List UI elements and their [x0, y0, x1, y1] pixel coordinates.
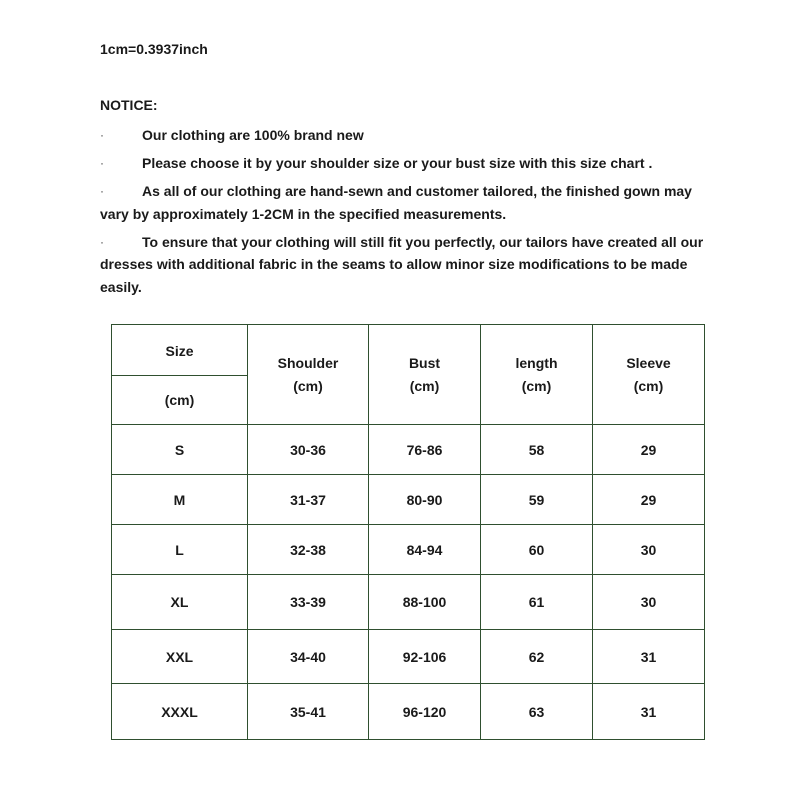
shoulder-cell: 34-40: [248, 630, 369, 684]
bust-cell: 88-100: [369, 575, 481, 630]
length-cell: 61: [481, 575, 593, 630]
bust-cell: 84-94: [369, 525, 481, 575]
column-header-label: Bust: [408, 354, 441, 371]
column-header-unit: (cm): [293, 377, 323, 394]
sleeve-cell: 31: [593, 684, 705, 740]
notice-item: [100, 231, 712, 299]
shoulder-cell: 35-41: [248, 684, 369, 740]
length-cell: 62: [481, 630, 593, 684]
sleeve-cell: 29: [593, 475, 705, 525]
table-row: [112, 525, 705, 575]
size-cell: XL: [112, 575, 248, 630]
table-header-row: [112, 325, 705, 376]
table-row: [112, 684, 705, 740]
sleeve-cell: 31: [593, 630, 705, 684]
sleeve-cell: 30: [593, 575, 705, 630]
column-header-label: Shoulder: [277, 354, 339, 371]
notice-item-text: Please choose it by your shoulder size or your bust size with this size chart .: [142, 155, 653, 171]
bullet-marker: ·: [100, 234, 104, 249]
size-cell: M: [112, 475, 248, 525]
table-row: [112, 630, 705, 684]
column-header-unit: (cm): [521, 377, 552, 394]
column-header-label: Sleeve: [626, 354, 671, 371]
size-cell: L: [112, 525, 248, 575]
length-header-cell: [481, 325, 593, 425]
table-row: [112, 575, 705, 630]
shoulder-cell: 31-37: [248, 475, 369, 525]
length-cell: 58: [481, 425, 593, 475]
bust-cell: 76-86: [369, 425, 481, 475]
bust-header-cell: [369, 325, 481, 425]
notice-item-text: As all of our clothing are hand-sewn and customer tailored, the finished gown may vary by approximately 1-2CM in the specified measurements.: [100, 183, 692, 222]
shoulder-cell: 30-36: [248, 425, 369, 475]
size-cell: S: [112, 425, 248, 475]
sleeve-cell: 29: [593, 425, 705, 475]
length-cell: 63: [481, 684, 593, 740]
table-row: [112, 475, 705, 525]
bullet-marker: ·: [100, 128, 104, 142]
notice-item: [100, 152, 712, 175]
table-row: [112, 425, 705, 475]
bust-cell: 80-90: [369, 475, 481, 525]
column-header-unit: (cm): [633, 377, 664, 394]
size-cell: XXXL: [112, 684, 248, 740]
shoulder-cell: 33-39: [248, 575, 369, 630]
size-cell: XXL: [112, 630, 248, 684]
bust-cell: 92-106: [369, 630, 481, 684]
sleeve-cell: 30: [593, 525, 705, 575]
column-header-label: length: [515, 354, 558, 371]
notice-item: [100, 124, 712, 147]
size-header-cell: Size: [112, 325, 248, 376]
notice-item-text: To ensure that your clothing will still fit you perfectly, our tailors have created all our dresses with additional fabric in the seams to allow minor size modifications to be made easily.: [100, 233, 704, 295]
notice-list: [100, 124, 712, 304]
shoulder-header-cell: [248, 325, 369, 425]
notice-title: NOTICE:: [100, 97, 158, 113]
unit-conversion-note: 1cm=0.3937inch: [100, 41, 208, 57]
size-unit-cell: (cm): [112, 376, 248, 425]
size-chart-table: [111, 324, 705, 740]
length-cell: 60: [481, 525, 593, 575]
column-header-unit: (cm): [409, 377, 440, 394]
bullet-marker: ·: [100, 184, 104, 198]
bust-cell: 96-120: [369, 684, 481, 740]
length-cell: 59: [481, 475, 593, 525]
sleeve-header-cell: [593, 325, 705, 425]
notice-item: [100, 180, 712, 225]
notice-item-text: Our clothing are 100% brand new: [142, 127, 364, 143]
shoulder-cell: 32-38: [248, 525, 369, 575]
bullet-marker: ·: [100, 156, 104, 170]
